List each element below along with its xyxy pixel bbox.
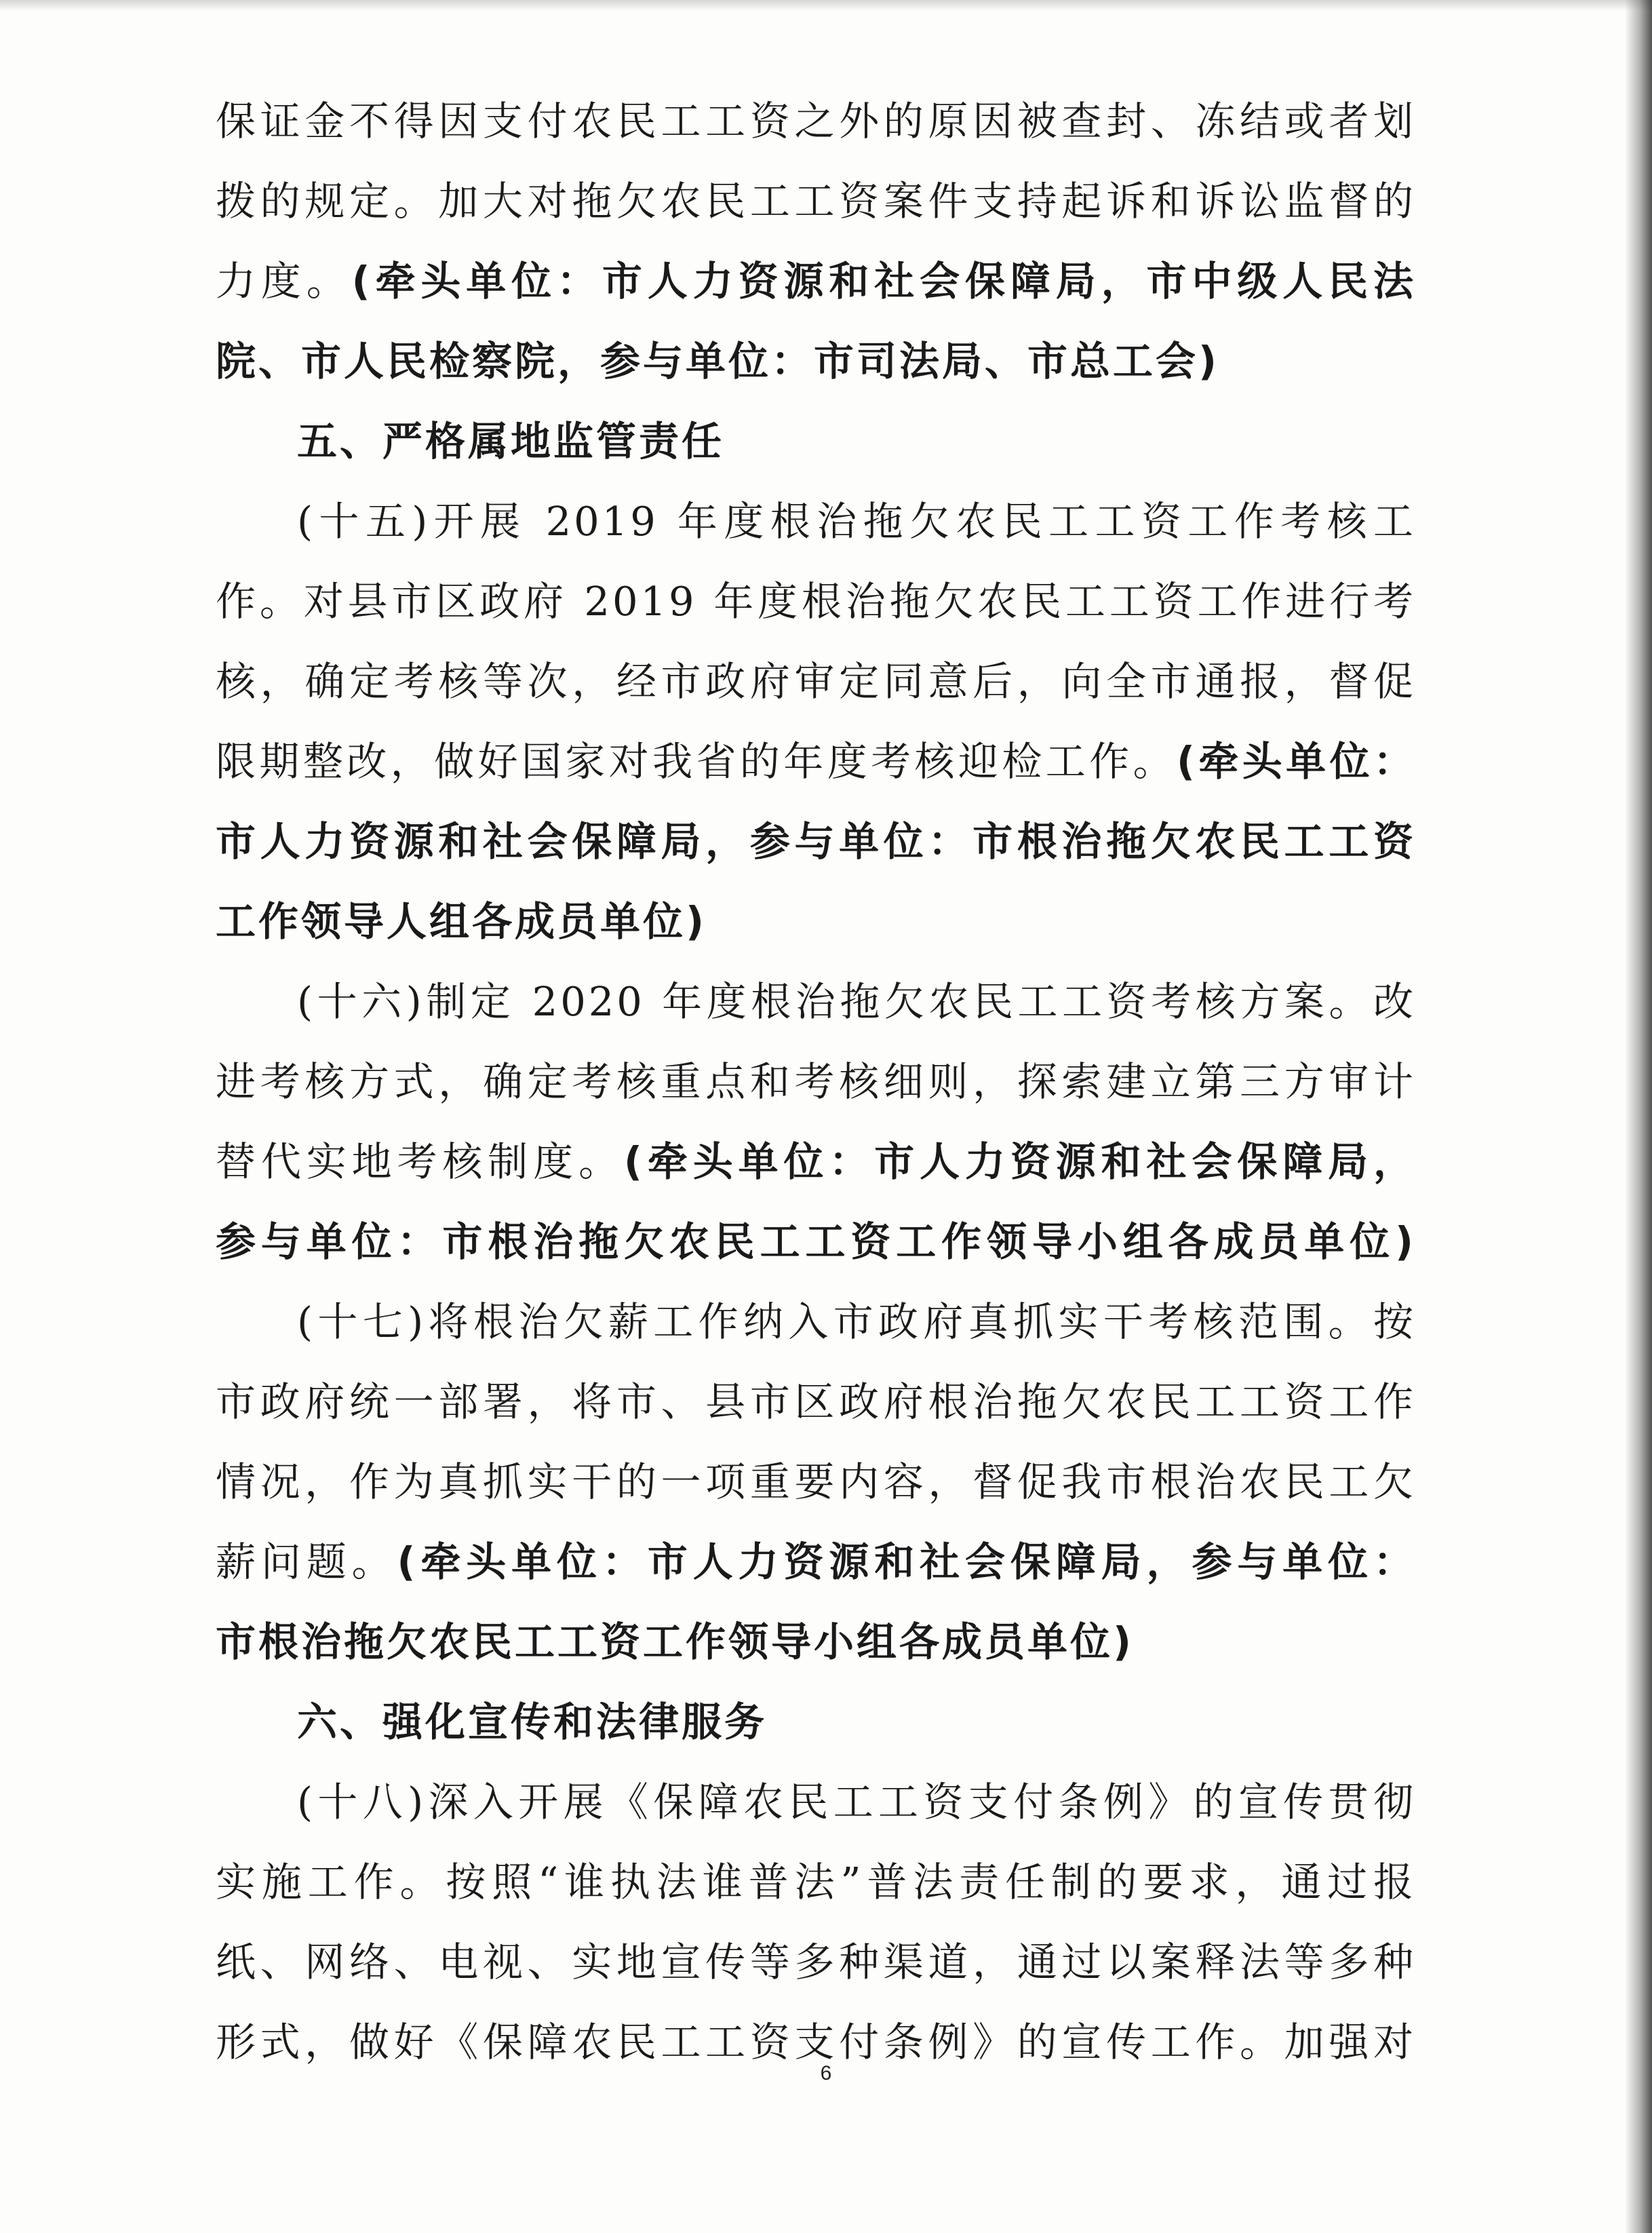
text-line: 市人力资源和社会保障局，参与单位：市根治拖欠农民工工资 (216, 818, 1416, 865)
text-line: 作。对县市区政府 2019 年度根治拖欠农民工工资工作进行考 (216, 578, 1416, 625)
text-line: 拨的规定。加大对拖欠农民工工资案件支持起诉和诉讼监督的 (216, 178, 1416, 225)
text-line: (十五)开展 2019 年度根治拖欠农民工工资工作考核工 (297, 498, 1416, 545)
text-line: 核，确定考核等次，经市政府审定同意后，向全市通报，督促 (216, 658, 1416, 705)
text-line: 形式，做好《保障农民工工资支付条例》的宣传工作。加强对 (216, 2019, 1416, 2065)
text-line: 情况，作为真抓实干的一项重要内容，督促我市根治农民工欠 (216, 1458, 1416, 1505)
text-line: 实施工作。按照“谁执法谁普法”普法责任制的要求，通过报 (216, 1859, 1416, 1905)
text-line: 市政府统一部署，将市、县市区政府根治拖欠农民工工资工作 (216, 1378, 1416, 1425)
document-body (216, 81, 1416, 2082)
text-line: 限期整改，做好国家对我省的年度考核迎检工作。(牵头单位： (216, 738, 1416, 785)
page-number: 6 (820, 2062, 832, 2084)
text-line: 保证金不得因支付农民工工资之外的原因被查封、冻结或者划 (216, 98, 1416, 144)
text-line: 纸、网络、电视、实地宣传等多种渠道，通过以案释法等多种 (216, 1939, 1416, 1985)
text-line: 参与单位：市根治拖欠农民工工资工作领导小组各成员单位) (216, 1218, 1416, 1265)
text-line: (十七)将根治欠薪工作纳入市政府真抓实干考核范围。按 (297, 1298, 1416, 1345)
text-line: (十六)制定 2020 年度根治拖欠农民工工资考核方案。改 (297, 978, 1416, 1025)
section-heading: 五、严格属地监管责任 (297, 418, 725, 465)
text-line: 院、市人民检察院，参与单位：市司法局、市总工会) (216, 338, 1219, 385)
section-heading: 六、强化宣传和法律服务 (297, 1698, 768, 1745)
text-line: 市根治拖欠农民工工资工作领导小组各成员单位) (216, 1618, 1134, 1665)
text-line: 工作领导人组各成员单位) (216, 898, 707, 945)
text-line: 薪问题。(牵头单位：市人力资源和社会保障局，参与单位： (216, 1538, 1416, 1585)
text-line: 进考核方式，确定考核重点和考核细则，探索建立第三方审计 (216, 1058, 1416, 1105)
text-line: 替代实地考核制度。(牵头单位：市人力资源和社会保障局， (216, 1138, 1416, 1185)
text-line: (十八)深入开展《保障农民工工资支付条例》的宣传贯彻 (297, 1779, 1416, 1825)
scan-shadow-right (1625, 0, 1652, 2233)
scan-shadow-top (0, 0, 1652, 11)
text-line: 力度。(牵头单位：市人力资源和社会保障局，市中级人民法 (216, 258, 1416, 305)
